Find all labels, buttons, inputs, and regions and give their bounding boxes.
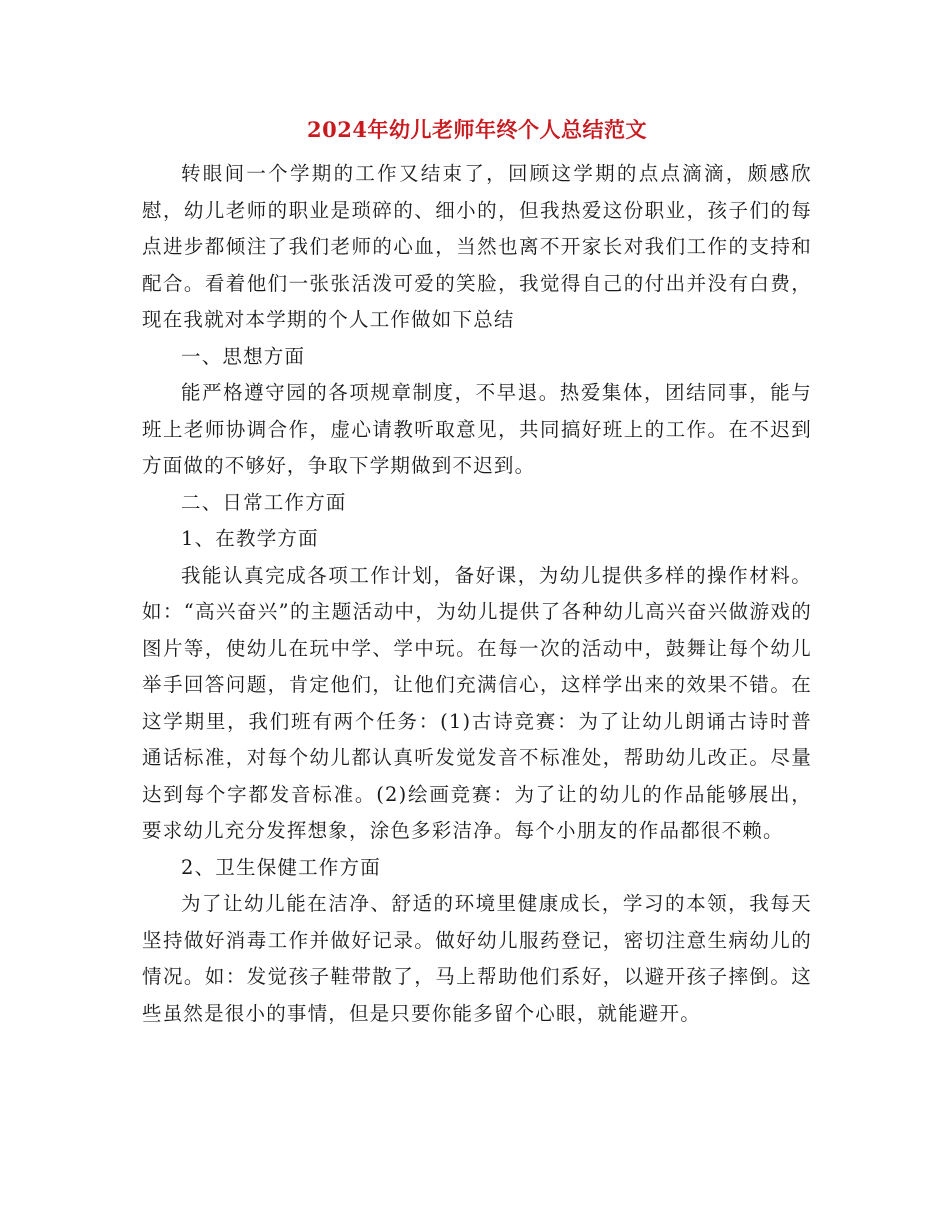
- paragraph-thought: 能严格遵守园的各项规章制度，不早退。热爱集体，团结同事，能与班上老师协调合作，虚心请教听取意见，共同搞好班上的工作。在不迟到方面做的不够好，争取下学期做到不迟到。: [142, 381, 812, 477]
- subsection-heading-teaching: 1、在教学方面: [181, 527, 319, 550]
- paragraph-health: 为了让幼儿能在洁净、舒适的环境里健康成长，学习的本领，我每天坚持做好消毒工作并做好记录。做好幼儿服药登记，密切注意生病幼儿的情况。如：发觉孩子鞋带散了，马上帮助他们系好，以避开孩子摔倒。这些虽然是很小的事情，但是只要你能多留个心眼，就能避开。: [142, 892, 812, 1025]
- section-heading-thought: 一、思想方面: [181, 344, 306, 368]
- document-title: 2024年幼儿老师年终个人总结范文: [307, 117, 647, 142]
- section-heading-daily-work: 二、日常工作方面: [181, 490, 347, 514]
- paragraph-teaching: 我能认真完成各项工作计划，备好课，为幼儿提供多样的操作材料。如：“高兴奋兴”的主题活动中，为幼儿提供了各种幼儿高兴奋兴做游戏的图片等，使幼儿在玩中学、学中玩。在每一次的活动中，鼓舞让每个幼儿举手回答问题，肯定他们，让他们充满信心，这样学出来的效果不错。在这学期里，我们班有两个任务：(1)古诗竞赛：为了让幼儿朗诵古诗时普通话标准，对每个幼儿都认真听发觉发音不标准处，帮助幼儿改正。尽量达到每个字都发音标准。(2)绘画竞赛：为了让的幼儿的作品能够展出，要求幼儿充分发挥想象，涂色多彩洁净。每个小朋友的作品都很不赖。: [142, 563, 812, 842]
- paragraph-intro: 转眼间一个学期的工作又结束了，回顾这学期的点点滴滴，颇感欣慰，幼儿老师的职业是琐碎的、细小的，但我热爱这份职业，孩子们的每点进步都倾注了我们老师的心血，当然也离不开家长对我们工作的支持和配合。看着他们一张张活泼可爱的笑脸，我觉得自己的付出并没有白费，现在我就对本学期的个人工作做如下总结: [142, 162, 812, 331]
- subsection-heading-health: 2、卫生保健工作方面: [181, 855, 381, 879]
